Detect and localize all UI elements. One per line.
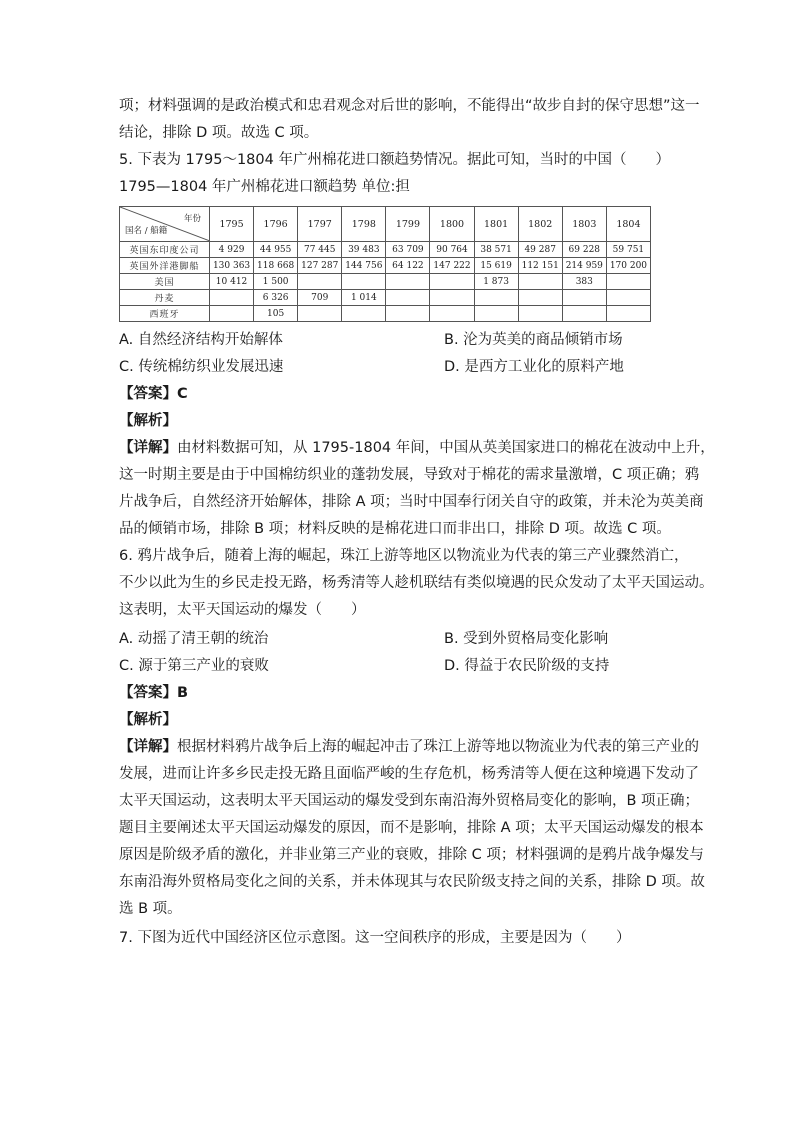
table-cell: 709	[298, 290, 342, 306]
q5-answer: 【答案】C	[119, 386, 188, 402]
table-cell	[342, 274, 386, 290]
table-row	[120, 306, 651, 322]
q6-detail-line: 太平天国运动，这表明太平天国运动的爆发受到东南沿海外贸格局变化的影响，B 项正确；	[119, 793, 700, 809]
q5-detail-line: 这一时期主要是由于中国棉纺织业的蓬勃发展，导致对于棉花的需求量激增，C 项正确；鸦	[119, 467, 700, 483]
table-cell	[430, 274, 474, 290]
table-cell: 38 571	[474, 242, 518, 258]
table-cell: 69 228	[562, 242, 606, 258]
q6-detail-line: 原因是阶级矛盾的激化，并非业第三产业的衰败，排除 C 项；材料强调的是鸦片战争爆发与	[119, 847, 704, 863]
table-cell	[298, 274, 342, 290]
row-label: 英国外洋港脚船	[120, 258, 210, 274]
table-cell: 144 756	[342, 258, 386, 274]
table-row	[120, 274, 651, 290]
table-cell: 105	[254, 306, 298, 322]
table-cell	[474, 290, 518, 306]
row-label: 美国	[120, 274, 210, 290]
q5-option-a: A. 自然经济结构开始解体	[119, 332, 283, 348]
table-cell: 90 764	[430, 242, 474, 258]
table-cell	[562, 290, 606, 306]
text-line: 结论，排除 D 项。故选 C 项。	[119, 125, 319, 141]
table-row	[120, 242, 651, 258]
table-cell: 127 287	[298, 258, 342, 274]
question-6-stem: 这表明，太平天国运动的爆发（ ）	[119, 602, 366, 618]
table-cell: 170 200	[606, 258, 650, 274]
table-row	[120, 258, 651, 274]
table-cell: 147 222	[430, 258, 474, 274]
table-cell	[298, 306, 342, 322]
q6-option-d: D. 得益于农民阶级的支持	[444, 658, 610, 674]
detail-label: 【详解】	[119, 739, 177, 755]
table-cell	[210, 306, 254, 322]
table-caption: 1795—1804 年广州棉花进口额趋势 单位:担	[119, 179, 410, 195]
question-7-stem: 7. 下图为近代中国经济区位示意图。这一空间秩序的形成，主要是因为（ ）	[119, 930, 631, 946]
table-cell	[474, 306, 518, 322]
year-header: 1803	[562, 207, 606, 242]
q5-option-c: C. 传统棉纺织业发展迅速	[119, 359, 284, 375]
q5-detail-line: 品的倾销市场，排除 B 项；材料反映的是棉花进口而非出口，排除 D 项。故选 C 项。	[119, 521, 671, 537]
text-line: 项；材料强调的是政治模式和忠君观念对后世的影响，不能得出“故步自封的保守思想”这一	[119, 98, 700, 114]
table-row	[120, 290, 651, 306]
q5-detail-line	[119, 438, 715, 458]
table-cell	[386, 290, 430, 306]
question-5-stem: 5. 下表为 1795～1804 年广州棉花进口额趋势情况。据此可知，当时的中国（ ）	[119, 152, 670, 168]
table-header-row	[120, 207, 651, 242]
table-cell: 77 445	[298, 242, 342, 258]
year-header: 1800	[430, 207, 474, 242]
table-cell	[342, 306, 386, 322]
table-cell: 64 122	[386, 258, 430, 274]
table-corner-cell	[120, 207, 210, 242]
question-6-stem: 不少以此为生的乡民走投无路，杨秀清等人趁机联结有类似境遇的民众发动了太平天国运动。	[119, 575, 714, 591]
table-cell	[386, 306, 430, 322]
q6-analysis-heading: 【解析】	[119, 712, 177, 728]
year-header: 1797	[298, 207, 342, 242]
table-cell: 1 500	[254, 274, 298, 290]
table-cell	[518, 274, 562, 290]
table-cell	[430, 306, 474, 322]
table-cell	[606, 274, 650, 290]
year-header: 1798	[342, 207, 386, 242]
year-header: 1795	[210, 207, 254, 242]
detail-label: 【详解】	[119, 440, 177, 456]
row-label: 丹麦	[120, 290, 210, 306]
q5-detail-line: 片战争后，自然经济开始解体，排除 A 项；当时中国奉行闭关自守的政策，并未沦为英美商	[119, 494, 704, 510]
table-cell: 10 412	[210, 274, 254, 290]
table-cell: 1 873	[474, 274, 518, 290]
corner-year-label: 年份	[183, 214, 201, 224]
q5-option-b: B. 沦为英美的商品倾销市场	[444, 332, 623, 348]
q5-analysis-heading: 【解析】	[119, 413, 177, 429]
table-cell	[430, 290, 474, 306]
q5-option-d: D. 是西方工业化的原料产地	[444, 359, 624, 375]
table-cell: 49 287	[518, 242, 562, 258]
year-header: 1801	[474, 207, 518, 242]
table-cell: 6 326	[254, 290, 298, 306]
year-header: 1802	[518, 207, 562, 242]
q6-option-b: B. 受到外贸格局变化影响	[444, 631, 609, 647]
year-header: 1796	[254, 207, 298, 242]
q6-option-a: A. 动摇了清王朝的统治	[119, 631, 269, 647]
table-cell: 130 363	[210, 258, 254, 274]
table-cell	[518, 290, 562, 306]
table-cell: 59 751	[606, 242, 650, 258]
table-cell: 39 483	[342, 242, 386, 258]
row-label: 西班牙	[120, 306, 210, 322]
year-header: 1799	[386, 207, 430, 242]
detail-text: 根据材料鸦片战争后上海的崛起冲击了珠江上游等地以物流业为代表的第三产业的	[177, 739, 699, 755]
table-cell	[562, 306, 606, 322]
q6-option-c: C. 源于第三产业的衰败	[119, 658, 269, 674]
table-cell: 118 668	[254, 258, 298, 274]
q6-answer: 【答案】B	[119, 685, 189, 701]
table-cell: 15 619	[474, 258, 518, 274]
q6-detail-line	[119, 737, 699, 757]
cotton-import-table	[119, 206, 651, 322]
table-cell	[386, 274, 430, 290]
q6-detail-line: 东南沿海外贸格局变化之间的关系，并未体现其与农民阶级支持之间的关系，排除 D 项。故	[119, 874, 705, 890]
table-cell	[210, 290, 254, 306]
corner-country-label: 国名 / 船籍	[125, 226, 168, 236]
table-cell: 112 151	[518, 258, 562, 274]
detail-text: 由材料数据可知，从 1795-1804 年间，中国从英美国家进口的棉花在波动中上升，	[177, 440, 715, 456]
table-cell: 214 959	[562, 258, 606, 274]
table-cell: 383	[562, 274, 606, 290]
row-label: 英国东印度公司	[120, 242, 210, 258]
year-header: 1804	[606, 207, 650, 242]
q6-detail-line: 题目主要阐述太平天国运动爆发的原因，而不是影响，排除 A 项；太平天国运动爆发的根本	[119, 820, 704, 836]
table-cell	[518, 306, 562, 322]
table-cell: 1 014	[342, 290, 386, 306]
table-cell: 44 955	[254, 242, 298, 258]
table-cell	[606, 306, 650, 322]
q6-detail-line: 选 B 项。	[119, 901, 182, 917]
q6-detail-line: 发展，进而让许多乡民走投无路且面临严峻的生存危机，杨秀清等人便在这种境遇下发动了	[119, 766, 699, 782]
table-cell: 63 709	[386, 242, 430, 258]
table-cell: 4 929	[210, 242, 254, 258]
question-6-stem: 6. 鸦片战争后，随着上海的崛起，珠江上游等地区以物流业为代表的第三产业骤然消亡，	[119, 548, 689, 564]
table-cell	[606, 290, 650, 306]
